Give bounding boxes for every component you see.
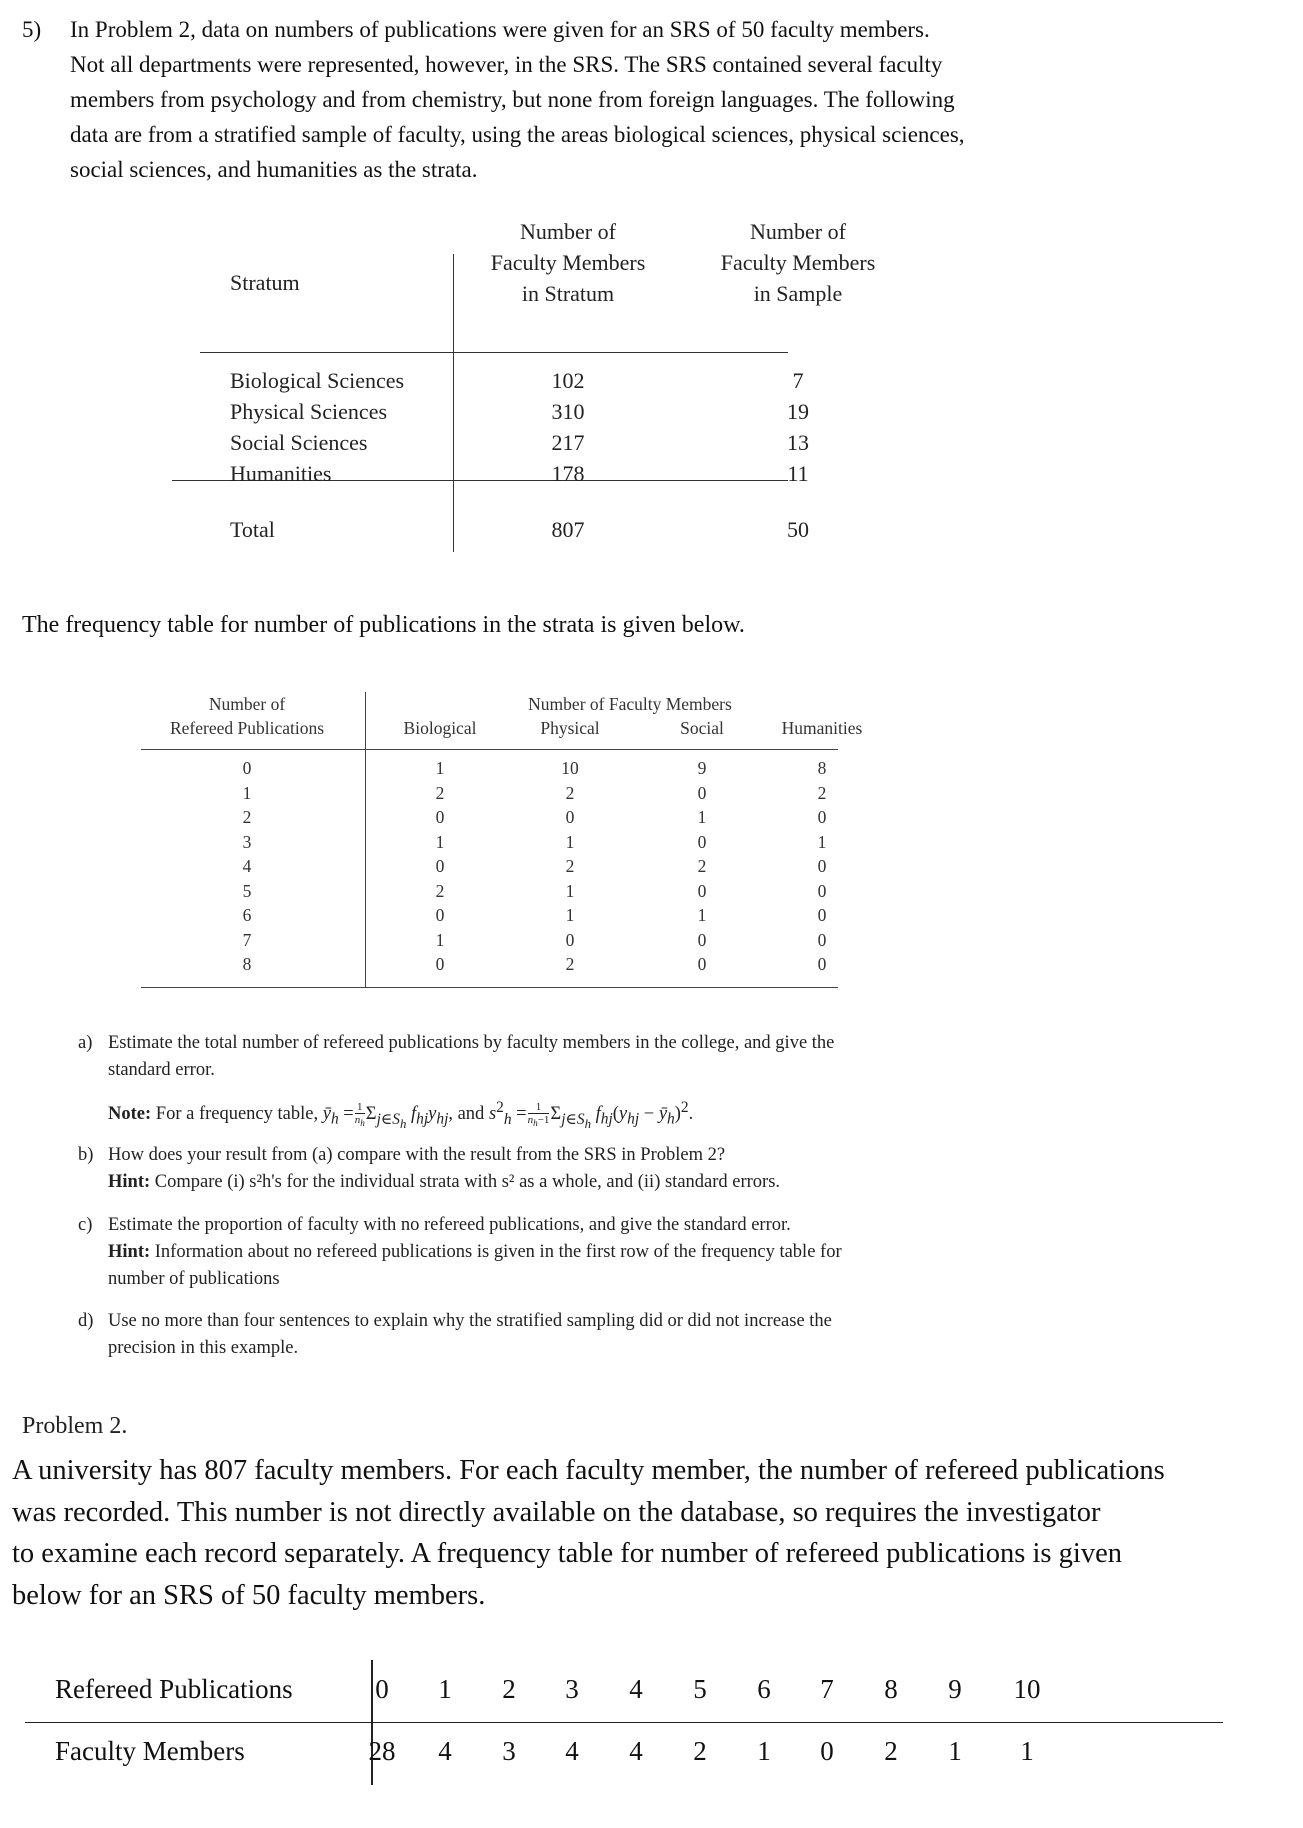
question-c: c) Estimate the proportion of faculty with no refereed publications, and give the standard error. Hint: Information about no refereed publications is given in the first row of the frequency table for number of publications — [78, 1215, 842, 1289]
frequency-table-intro: The frequency table for number of publications in the strata is given below. — [22, 612, 745, 638]
freq-cell-phys: 10 — [561, 758, 579, 778]
col-social: Social — [680, 718, 724, 738]
freq-cell-phys: 0 — [565, 807, 575, 827]
header-publications: Number of Refereed Publications — [169, 694, 325, 738]
freq-cell-pubs: 5 — [242, 880, 252, 901]
publications-value: 0 — [375, 1674, 389, 1704]
header-rule — [141, 749, 838, 750]
freq-cell-soc: 0 — [697, 954, 707, 974]
freq-cell-bio: 2 — [435, 782, 445, 803]
freq-cell-hum: 0 — [817, 929, 827, 950]
freq-cell-soc: 1 — [697, 905, 707, 925]
publications-value: 8 — [884, 1674, 898, 1704]
freq-cell-hum: 0 — [817, 880, 827, 901]
freq-cell-hum: 0 — [817, 954, 827, 974]
question-d: d) Use no more than four sentences to explain why the stratified sampling did or did not increase the precision in this example. — [78, 1311, 832, 1358]
header-rule — [200, 352, 788, 353]
stratum-name: Biological Sciences — [230, 368, 405, 393]
faculty-count: 1 — [948, 1736, 962, 1766]
freq-cell-soc: 2 — [697, 856, 707, 876]
intro-line: Not all departments were represented, however, in the SRS. The SRS contained several faculty — [70, 52, 943, 77]
freq-cell-pubs: 3 — [242, 831, 252, 852]
stratum-name: Social Sciences — [230, 430, 368, 455]
freq-cell-phys: 1 — [565, 905, 575, 925]
intro-line: In Problem 2, data on numbers of publications were given for an SRS of 50 faculty members. — [70, 17, 930, 42]
col-physical: Physical — [540, 718, 600, 738]
publications-value: 1 — [438, 1674, 452, 1704]
frequency-table — [142, 692, 863, 992]
freq-cell-bio: 0 — [435, 954, 445, 974]
header-group: Number of Faculty Members — [528, 694, 732, 714]
faculty-count: 0 — [820, 1736, 834, 1766]
freq-cell-pubs: 1 — [242, 782, 252, 803]
freq-cell-pubs: 2 — [242, 807, 252, 827]
intro-line: data are from a stratified sample of faculty, using the areas biological sciences, physical sciences, — [70, 122, 965, 147]
freq-cell-hum: 0 — [817, 905, 827, 925]
faculty-count: 3 — [502, 1736, 516, 1766]
freq-cell-phys: 0 — [565, 929, 575, 950]
freq-cell-bio: 1 — [435, 929, 445, 950]
problem5-intro — [22, 12, 1182, 187]
publications-value: 5 — [693, 1674, 707, 1704]
problem2-text: A university has 807 faculty members. For each faculty member, the number of refereed publications was recorded. This number is not directly available on the database, so requires the investigator to examine each record separately. A frequency table for number of refereed publications is given below for an SRS of 50 faculty members. — [12, 1455, 1165, 1611]
header-stratum: Stratum — [230, 270, 300, 295]
col-biological: Biological — [403, 718, 477, 738]
table-divider — [365, 692, 366, 987]
sample-count: 13 — [787, 430, 809, 455]
row-label-publications: Refereed Publications — [55, 1674, 293, 1704]
strata-table — [200, 219, 920, 555]
publications-value: 3 — [565, 1674, 579, 1704]
stratum-count: 178 — [551, 461, 585, 486]
intro-line: members from psychology and from chemistry, but none from foreign languages. The following — [70, 87, 955, 112]
faculty-count: 2 — [884, 1736, 898, 1766]
freq-cell-bio: 1 — [435, 831, 445, 852]
freq-cell-phys: 1 — [565, 831, 575, 852]
question-b: b) How does your result from (a) compare with the result from the SRS in Problem 2? Hint: Compare (i) s²h's for the individual strata with s² as a whole, and (ii) standard errors. — [78, 1145, 781, 1192]
sample-count: 11 — [787, 461, 809, 486]
total-label: Total — [230, 517, 275, 542]
freq-cell-soc: 1 — [697, 807, 707, 827]
formula-note: Note: For a frequency table, $ȳ_h$ = $\frac{1}{n_h}$ $\Sigma_{j\in S_h}$ $f_{hj}y_{hj}$, and $s^2_h$ = $\frac{1}{n_h-1}$ $\Sigma_{j\in S_h}$ $f_{hj}(y_{hj}$ − $ȳ_h)^2$. — [108, 1099, 694, 1131]
problem2-title: Problem 2. — [22, 1413, 128, 1439]
freq-cell-soc: 0 — [697, 929, 707, 950]
stratum-count: 310 — [551, 399, 585, 424]
bottom-rule — [141, 987, 838, 988]
faculty-count: 2 — [693, 1736, 707, 1766]
publications-value: 10 — [1013, 1674, 1041, 1704]
stratum-count: 217 — [551, 430, 585, 455]
freq-cell-phys: 2 — [565, 856, 575, 876]
faculty-count: 1 — [757, 1736, 771, 1766]
faculty-count: 4 — [629, 1736, 643, 1766]
faculty-count: 4 — [565, 1736, 579, 1766]
table-divider — [453, 254, 454, 552]
freq-cell-hum: 0 — [817, 856, 827, 876]
freq-cell-hum: 8 — [817, 758, 827, 778]
freq-cell-pubs: 4 — [242, 856, 252, 876]
freq-cell-pubs: 0 — [242, 758, 252, 778]
col-humanities: Humanities — [781, 718, 863, 738]
sample-count: 19 — [787, 399, 809, 424]
freq-cell-bio: 0 — [435, 905, 445, 925]
freq-cell-bio: 2 — [435, 880, 445, 901]
total-stratum: 807 — [551, 517, 585, 542]
faculty-count: 1 — [1020, 1736, 1034, 1766]
publications-value: 4 — [629, 1674, 643, 1704]
publications-value: 6 — [757, 1674, 771, 1704]
question-a: a) Estimate the total number of refereed publications by faculty members in the college, and give the standard error. Note: For a frequency table, $ȳ_h$ = $\frac{1}{n_h}$ $\Sigma_{j\in S_h}$ $f_{hj}y_{hj}$, and $s^2_h$ = $\frac{1}{n_h-1}$ $\Sigma_{j\in S_h}$ $f_{hj}(y_{hj}$ − $ȳ_h)^2$. — [78, 1030, 948, 1138]
freq-cell-hum: 1 — [817, 831, 827, 852]
freq-cell-bio: 0 — [435, 856, 445, 876]
freq-cell-soc: 9 — [697, 758, 707, 778]
header-rule — [25, 1722, 1223, 1723]
header-in-sample: Number of Faculty Members in Sample — [720, 219, 876, 306]
stratum-count: 102 — [551, 368, 585, 393]
freq-cell-pubs: 7 — [242, 929, 252, 950]
total-sample: 50 — [787, 517, 809, 542]
sample-count: 7 — [792, 368, 804, 393]
problem-number: 5) — [22, 17, 42, 42]
freq-cell-pubs: 6 — [242, 905, 252, 925]
freq-cell-bio: 0 — [435, 807, 445, 827]
row-label-faculty: Faculty Members — [55, 1736, 245, 1766]
freq-cell-soc: 0 — [697, 831, 707, 852]
freq-cell-bio: 1 — [435, 758, 445, 778]
freq-cell-hum: 2 — [817, 782, 827, 803]
stratum-name: Humanities — [230, 461, 332, 486]
freq-cell-phys: 2 — [565, 954, 575, 974]
publications-value: 7 — [820, 1674, 834, 1704]
freq-cell-pubs: 8 — [242, 954, 252, 974]
faculty-count: 4 — [438, 1736, 452, 1766]
intro-line: social sciences, and humanities as the strata. — [70, 157, 478, 182]
publications-value: 9 — [948, 1674, 962, 1704]
header-in-stratum: Number of Faculty Members in Stratum — [490, 219, 646, 306]
stratum-name: Physical Sciences — [230, 399, 388, 424]
publications-value: 2 — [502, 1674, 516, 1704]
freq-cell-soc: 0 — [697, 880, 707, 901]
freq-cell-hum: 0 — [817, 807, 827, 827]
freq-cell-phys: 2 — [565, 782, 575, 803]
srs-frequency-table — [25, 1660, 1295, 1790]
freq-cell-phys: 1 — [565, 880, 575, 901]
faculty-count: 28 — [368, 1736, 396, 1766]
freq-cell-soc: 0 — [697, 782, 707, 803]
